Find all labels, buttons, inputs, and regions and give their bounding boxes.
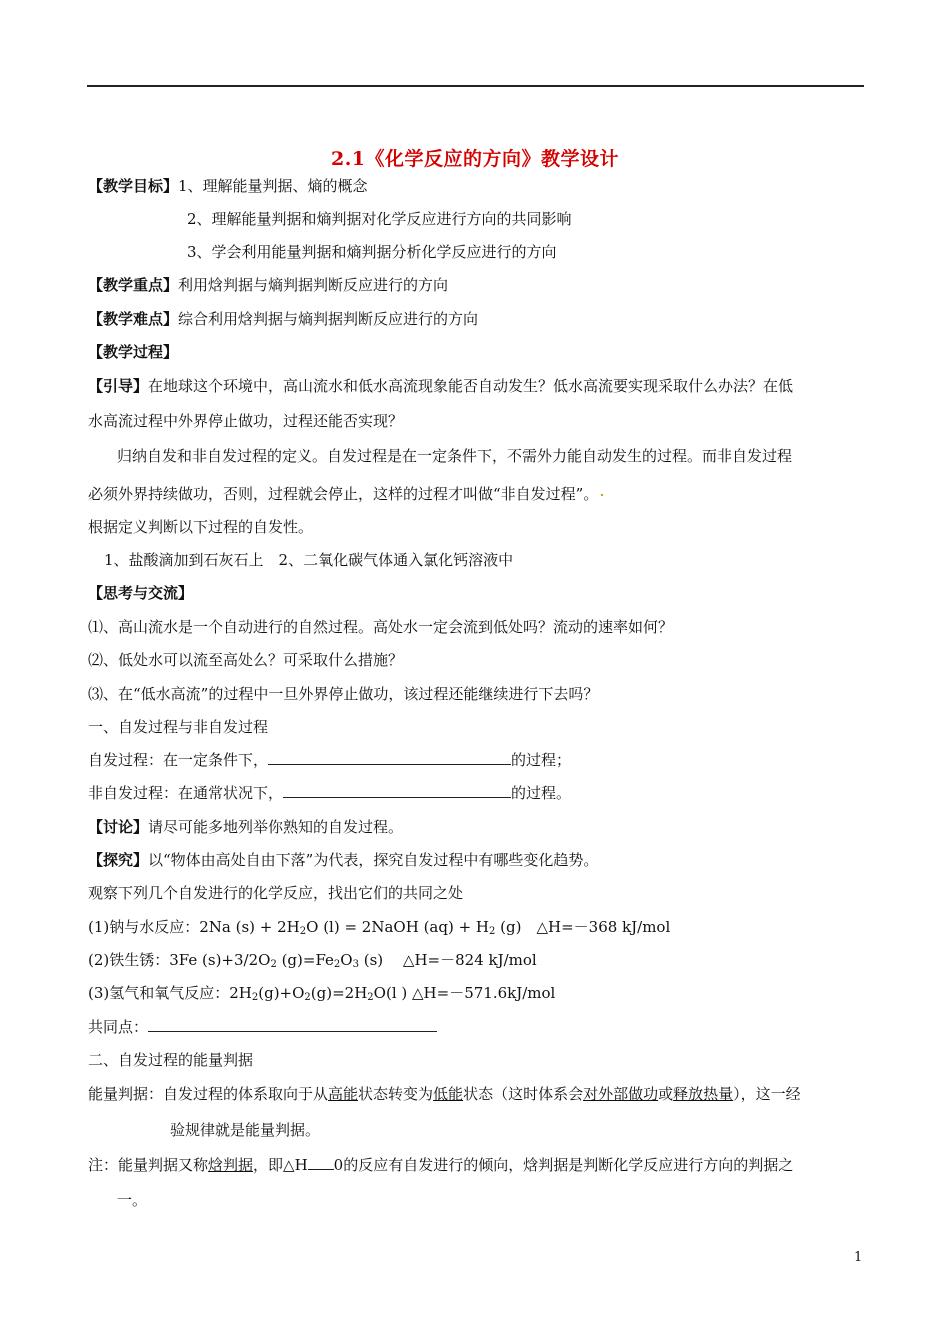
think-label: 【思考与交流】 — [88, 584, 194, 602]
section-2-heading: 二、自发过程的能量判据 — [88, 1051, 254, 1069]
reaction-3-part: (3)氢气和氧气反应：2H — [88, 984, 252, 1002]
subscript: 2 — [333, 959, 341, 970]
spontaneous-blank[interactable] — [268, 750, 511, 765]
goal-3: 3、学会利用能量判据和熵判据分析化学反应进行的方向 — [187, 243, 557, 261]
subscript: 2 — [367, 992, 374, 1003]
header-rule — [87, 85, 864, 87]
discuss-text: 请尽可能多地列举你熟知的自发过程。 — [148, 818, 404, 836]
summary-text-2: 必须外界持续做功，否则，过程就会停止，这样的过程才叫做“非自发过程”。 — [88, 485, 599, 503]
difficult-point — [88, 309, 478, 329]
reaction-3-part: O(l ) △H=－571.6kJ/mol — [373, 984, 556, 1002]
nonspontaneous-definition — [88, 783, 571, 803]
intro-line-1 — [88, 376, 793, 396]
note-line-2: 一。 — [117, 1191, 148, 1209]
page-number: 1 — [854, 1250, 863, 1265]
examples-line: 1、盐酸滴加到石灰石上 2、二氧化碳气体通入氯化钙溶液中 — [104, 551, 514, 569]
goal-1: 1、理解能量判据、熵的概念 — [178, 177, 368, 195]
nonspontaneous-blank[interactable] — [283, 783, 511, 798]
reaction-1-part: (1)钠与水反应：2Na (s) + 2H — [88, 918, 300, 936]
summary-line-1: 归纳自发和非自发过程的定义。自发过程是在一定条件下，不需外力能自动发生的过程。而非自发过程 — [117, 447, 793, 465]
reaction-2-part: (s) △H=－824 kJ/mol — [358, 951, 537, 969]
explore-text: 以“物体由高处自由下落”为代表，探究自发过程中有哪些变化趋势。 — [148, 851, 599, 869]
key-point — [88, 275, 448, 295]
difficult-point-label: 【教学难点】 — [88, 310, 179, 328]
subscript: 2 — [489, 926, 496, 937]
observe-text: 观察下列几个自发进行的化学反应，找出它们的共同之处 — [88, 884, 464, 902]
nonspontaneous-prefix: 非自发过程：在通常状况下， — [88, 784, 284, 802]
reaction-2-part: (g)=Fe — [276, 951, 334, 969]
energy-text: 或 — [658, 1085, 674, 1103]
note-text: 注：能量判据又称 — [88, 1156, 209, 1174]
reaction-3-part: (g)+O — [258, 984, 305, 1002]
spontaneous-definition — [88, 750, 571, 770]
energy-text: 状态转变为 — [358, 1085, 434, 1103]
note-line-1 — [88, 1155, 793, 1175]
note-text: ，即△H — [253, 1156, 308, 1174]
key-point-label: 【教学重点】 — [88, 276, 179, 294]
summary-line-2 — [88, 484, 603, 504]
spontaneous-prefix: 自发过程：在一定条件下， — [88, 751, 269, 769]
common-point-line — [88, 1017, 437, 1037]
note-blank[interactable] — [308, 1155, 334, 1170]
common-point-blank[interactable] — [148, 1017, 437, 1032]
reaction-1-part: (g) △H=－368 kJ/mol — [495, 918, 671, 936]
subscript: 2 — [251, 992, 259, 1003]
intro-label: 【引导】 — [88, 377, 149, 395]
energy-underlined: 高能 — [328, 1085, 359, 1103]
reaction-2-part: O — [340, 951, 353, 969]
subscript: 2 — [270, 959, 277, 970]
reaction-2 — [88, 950, 537, 970]
process-label: 【教学过程】 — [88, 343, 179, 361]
note-underlined: 焓判据 — [208, 1156, 254, 1174]
intro-line-2: 水高流过程中外界停止做功，过程还能否实现？ — [88, 412, 404, 430]
common-point-label: 共同点： — [88, 1018, 149, 1036]
difficult-point-text: 综合利用焓判据与熵判据判断反应进行的方向 — [178, 310, 479, 328]
energy-criterion-line-2: 验规律就是能量判据。 — [170, 1121, 321, 1139]
ink-dot — [601, 494, 603, 496]
section-1-heading: 一、自发过程与非自发过程 — [88, 718, 269, 736]
energy-underlined: 低能 — [433, 1085, 464, 1103]
judge-text: 根据定义判断以下过程的自发性。 — [88, 518, 314, 536]
reaction-1 — [88, 917, 670, 937]
spontaneous-suffix: 的过程； — [511, 751, 572, 769]
question-2: ⑵、低处水可以流至高处么？可采取什么措施？ — [88, 651, 404, 669]
note-text: 0的反应有自发进行的倾向，焓判据是判断化学反应进行方向的判据之 — [333, 1156, 794, 1174]
reaction-1-part: O (l) = 2NaOH (aq) + H — [306, 918, 490, 936]
goals-label: 【教学目标】 — [88, 177, 179, 195]
discuss-line — [88, 817, 403, 837]
reaction-3-part: (g)=2H — [310, 984, 368, 1002]
energy-underlined: 对外部做功 — [583, 1085, 659, 1103]
energy-text: 状态（这时体系会 — [463, 1085, 584, 1103]
energy-criterion-line-1 — [88, 1084, 801, 1104]
energy-text: ），这一经 — [733, 1085, 801, 1103]
reaction-3 — [88, 983, 555, 1003]
goal-2: 2、理解能量判据和熵判据对化学反应进行方向的共同影响 — [187, 210, 572, 228]
question-3: ⑶、在“低水高流”的过程中一旦外界停止做功，该过程还能继续进行下去吗？ — [88, 685, 599, 703]
discuss-label: 【讨论】 — [88, 818, 149, 836]
key-point-text: 利用焓判据与熵判据判断反应进行的方向 — [178, 276, 449, 294]
reaction-2-part: (2)铁生锈：3Fe (s)+3/2O — [88, 951, 271, 969]
nonspontaneous-suffix: 的过程。 — [511, 784, 572, 802]
page-title: 2.1《化学反应的方向》教学设计 — [330, 148, 620, 170]
subscript: 2 — [299, 926, 307, 937]
subscript: 2 — [304, 992, 311, 1003]
intro-text-1: 在地球这个环境中，高山流水和低水高流现象能否自动发生？低水高流要实现采取什么办法？在低 — [148, 377, 794, 395]
explore-label: 【探究】 — [88, 851, 149, 869]
explore-line — [88, 850, 598, 870]
subscript: 3 — [352, 959, 359, 970]
goals-line-1 — [88, 176, 368, 196]
energy-text: 能量判据：自发过程的体系取向于从 — [88, 1085, 329, 1103]
energy-underlined: 释放热量 — [673, 1085, 734, 1103]
question-1: ⑴、高山流水是一个自动进行的自然过程。高处水一定会流到低处吗？流动的速率如何？ — [88, 618, 674, 636]
